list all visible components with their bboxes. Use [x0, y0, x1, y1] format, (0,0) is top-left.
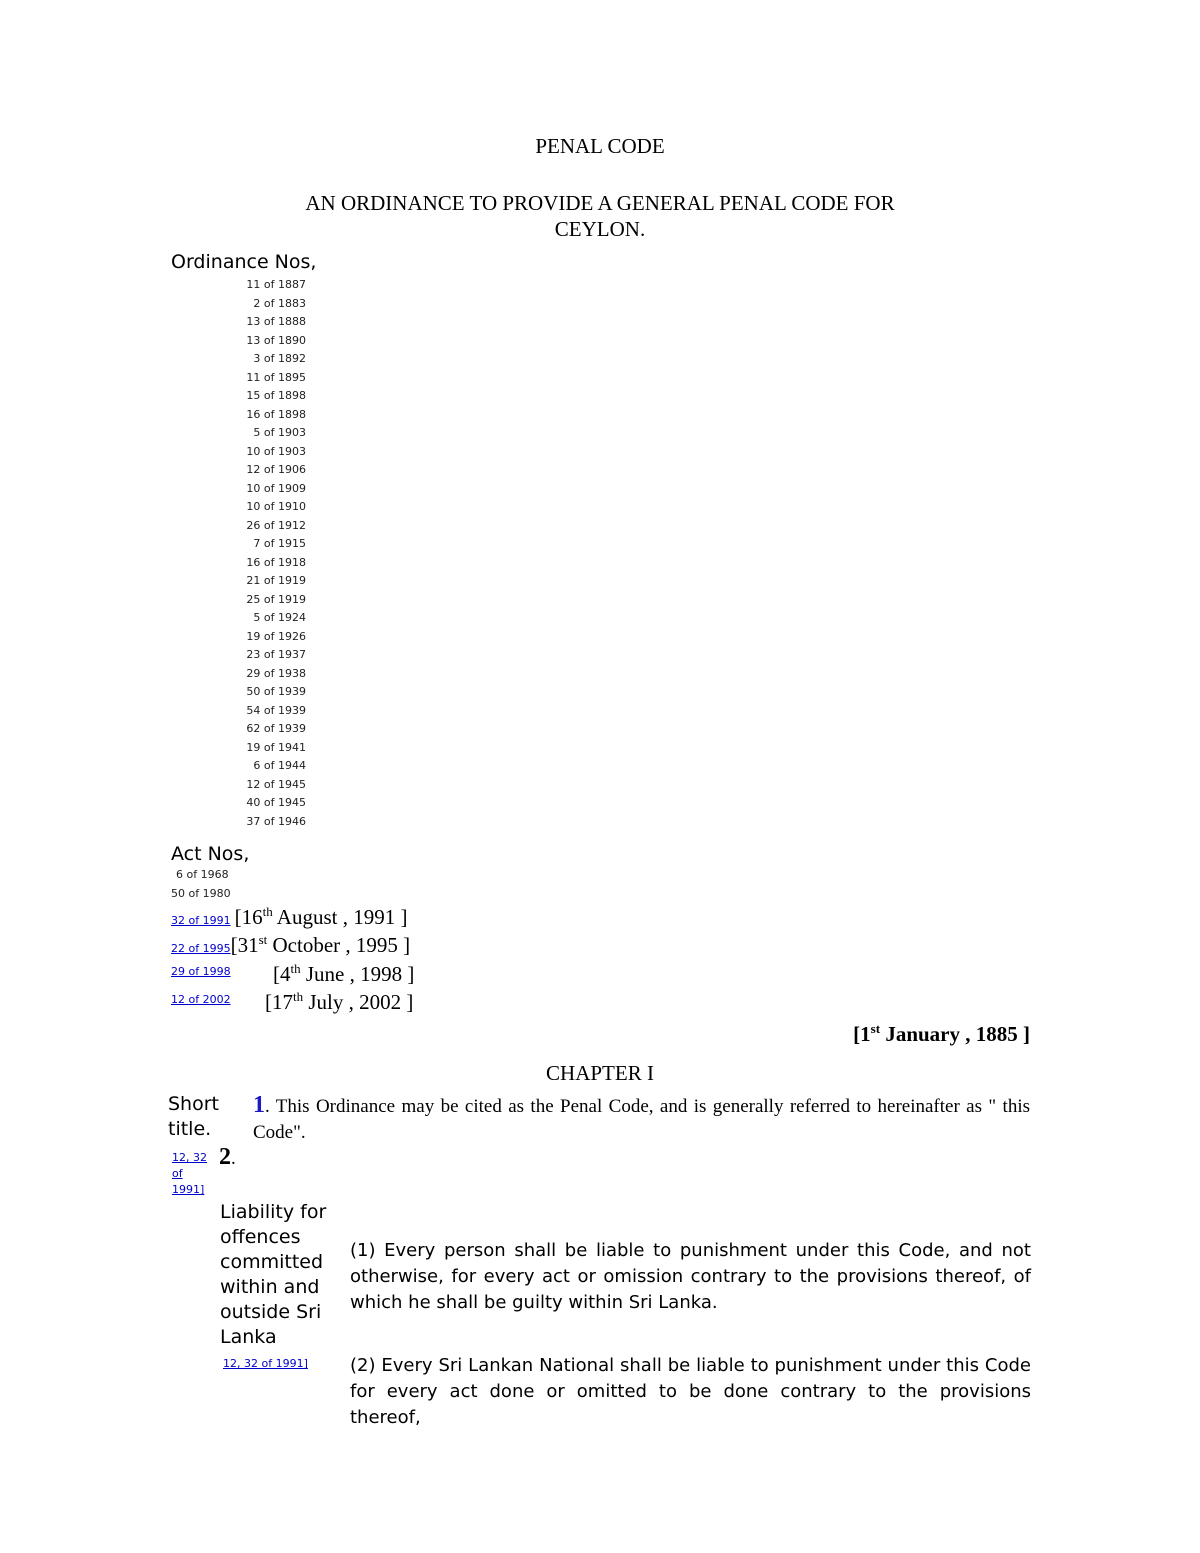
- amendment-date: [16th August , 1991 ]: [234, 904, 408, 929]
- section2-number: 2: [219, 1144, 231, 1170]
- ordinance-item: 12 of 1906: [246, 463, 306, 476]
- ordinance-subtitle-line1: AN ORDINANCE TO PROVIDE A GENERAL PENAL CODE FOR: [305, 191, 895, 215]
- ordinance-item: 2 of 1883: [253, 296, 306, 310]
- ordinance-item: 50 of 1939: [246, 685, 306, 698]
- ordinance-item: 13 of 1888: [246, 315, 306, 328]
- section1-margin-note: Short title.: [168, 1093, 219, 1140]
- page-title: PENAL CODE: [535, 134, 665, 158]
- section2-number-wrap: 2.: [219, 1144, 236, 1170]
- ordinance-item: 13 of 1890: [246, 333, 306, 347]
- section2-amendment-link[interactable]: 12, 32 of 1991]: [172, 1151, 207, 1196]
- act-item: 6 of 1968: [176, 868, 229, 881]
- act-link[interactable]: 22 of 1995: [171, 942, 231, 955]
- ordinance-item: 62 of 1939: [246, 722, 306, 735]
- amendment-row: [171, 933, 410, 958]
- amendment-row: [171, 962, 231, 980]
- section2-margin-note: Liability for offences committed within and outside Sri Lanka: [220, 1201, 327, 1348]
- act-link[interactable]: 32 of 1991: [171, 914, 231, 927]
- amendment-row: [171, 990, 231, 1008]
- ordinance-item: 11 of 1895: [246, 370, 306, 384]
- ordinance-nos-label: Ordinance Nos,: [171, 251, 317, 273]
- chapter-heading: CHAPTER I: [546, 1061, 654, 1085]
- section2-subsection1: (1) Every person shall be liable to punishment under this Code, and not otherwise, for every act or omission contrary to the provisions thereof, of which he shall be guilty within Sri Lanka.: [350, 1240, 1031, 1313]
- ordinance-item: 21 of 1919: [246, 574, 306, 587]
- section2-sub2-link[interactable]: 12, 32 of 1991]: [223, 1357, 308, 1370]
- ordinance-item: 23 of 1937: [246, 648, 306, 661]
- amendment-row: [171, 905, 407, 930]
- act-nos-label: Act Nos,: [171, 843, 250, 865]
- ordinance-item: 10 of 1910: [246, 500, 306, 513]
- ordinance-item: 10 of 1909: [246, 481, 306, 495]
- section2-subsection2: (2) Every Sri Lankan National shall be liable to punishment under this Code for every act done or omitted to be done contrary to the provisions thereof,: [350, 1355, 1031, 1428]
- ordinance-item: 29 of 1938: [246, 666, 306, 680]
- ordinance-item: 10 of 1903: [246, 444, 306, 458]
- ordinance-item: 15 of 1898: [246, 389, 306, 402]
- ordinance-item: 40 of 1945: [246, 796, 306, 809]
- amendment-date: [17th July , 2002 ]: [265, 989, 414, 1014]
- section1-number: 1: [253, 1092, 265, 1118]
- ordinance-item: 26 of 1912: [246, 518, 306, 532]
- ordinance-item: 3 of 1892: [253, 352, 306, 365]
- ordinance-item: 7 of 1915: [253, 537, 306, 550]
- section1-text: 1. This Ordinance may be cited as the Penal Code, and is generally referred to hereinafter as " this Code".: [253, 1092, 1030, 1143]
- ordinance-item: 12 of 1945: [246, 777, 306, 791]
- ordinance-item: 25 of 1919: [246, 592, 306, 606]
- ordinance-item: 6 of 1944: [253, 759, 306, 772]
- ordinance-item: 19 of 1941: [246, 740, 306, 754]
- ordinance-list: [210, 276, 306, 831]
- ordinance-item: 5 of 1924: [253, 611, 306, 624]
- ordinance-subtitle-line2: CEYLON.: [554, 217, 646, 241]
- ordinance-item: 5 of 1903: [253, 426, 306, 439]
- ordinance-item: 37 of 1946: [246, 814, 306, 828]
- ordinance-item: 54 of 1939: [246, 703, 306, 717]
- amendment-date: [31st October , 1995 ]: [230, 932, 411, 957]
- act-link[interactable]: 12 of 2002: [171, 993, 231, 1006]
- amendment-date: [4th June , 1998 ]: [273, 961, 415, 986]
- ordinance-item: 19 of 1926: [246, 629, 306, 643]
- ordinance-item: 16 of 1918: [246, 555, 306, 569]
- ordinance-item: 11 of 1887: [246, 278, 306, 291]
- ordinance-item: 16 of 1898: [246, 407, 306, 421]
- commencement-date: [1st January , 1885 ]: [853, 1021, 1030, 1046]
- act-item: 50 of 1980: [171, 887, 231, 900]
- act-link[interactable]: 29 of 1998: [171, 965, 231, 978]
